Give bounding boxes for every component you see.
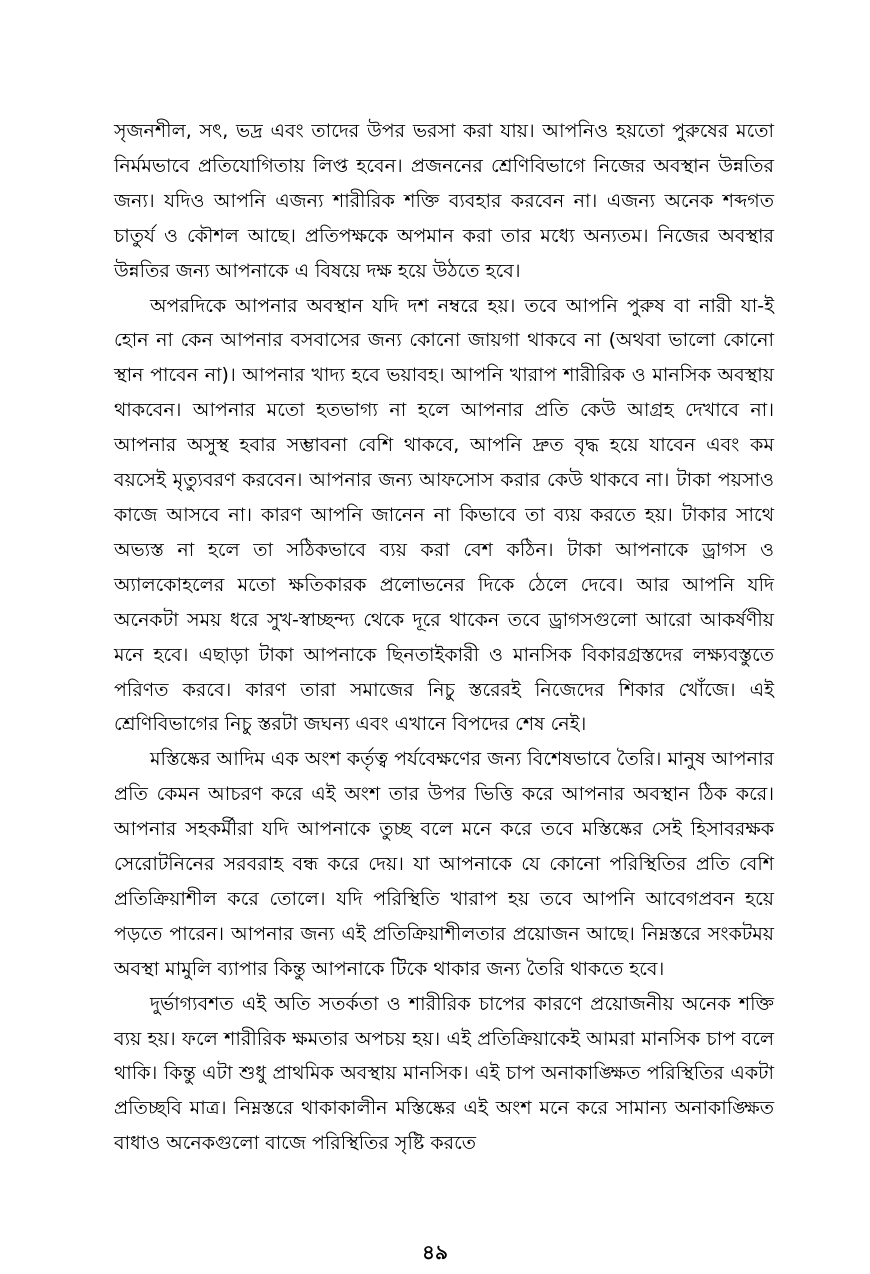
- body-text: [114, 114, 774, 1161]
- paragraph-stress: দুর্ভাগ্যবশত এই অতি সতর্কতা ও শারীরিক চাপের কারণে প্রয়োজনীয় অনেক শক্তি ব্যয় হয়। ফলে শারীরিক ক্ষমতার অপচয় হয়। এই প্রতিক্রিয়াকেই আমরা মানসিক চাপ বলে থাকি। কিন্তু এটা শুধু প্রাথমিক অবস্থায় মানসিক। এই চাপ অনাকাঙ্ক্ষিত পরিস্থিতির একটা প্রতিচ্ছবি মাত্র। নিম্নস্তরে থাকাকালীন মস্তিষ্কের এই অংশ মনে করে সামান্য অনাকাঙ্ক্ষিত বাধাও অনেকগুলো বাজে পরিস্থিতির সৃষ্টি করতে: [114, 992, 774, 1155]
- paragraph-rank-ten: অপরদিকে আপনার অবস্থান যদি দশ নম্বরে হয়। তবে আপনি পুরুষ বা নারী যা-ই হোন না কেন আপনার বসবাসের জন্য কোনো জায়গা থাকবে না (অথবা ভালো কোনো স্থান পাবেন না)। আপনার খাদ্য হবে ভয়াবহ। আপনি খারাপ শারীরিক ও মানসিক অবস্থায় থাকবেন। আপনার মতো হতভাগ্য না হলে আপনার প্রতি কেউ আগ্রহ দেখাবে না। আপনার অসুস্থ হবার সম্ভাবনা বেশি থাকবে, আপনি দ্রুত বৃদ্ধ হয়ে যাবেন এবং কম বয়সেই মৃত্যুবরণ করবেন। আপনার জন্য আফসোস করার কেউ থাকবে না। টাকা পয়সাও কাজে আসবে না। কারণ আপনি জানেন না কিভাবে তা ব্যয় করতে হয়। টাকার সাথে অভ্যস্ত না হলে তা সঠিকভাবে ব্যয় করা বেশ কঠিন। টাকা আপনাকে ড্রাগস ও অ্যালকোহলের মতো ক্ষতিকারক প্রলোভনের দিকে ঠেলে দেবে। আর আপনি যদি অনেকটা সময় ধরে সুখ-স্বাচ্ছন্দ্য থেকে দূরে থাকেন তবে ড্রাগসগুলো আরো আকর্ষণীয় মনে হবে। এছাড়া টাকা আপনাকে ছিনতাইকারী ও মানসিক বিকারগ্রস্তদের লক্ষ্যবস্তুতে পরিণত করবে। কারণ তারা সমাজের নিচু স্তরেরই নিজেদের শিকার খোঁজে। এই শ্রেণিবিভাগের নিচু স্তরটা জঘন্য এবং এখানে বিপদের শেষ নেই।: [114, 294, 774, 736]
- paragraph-brain-status: মস্তিষ্কের আদিম এক অংশ কর্তৃত্ব পর্যবেক্ষণের জন্য বিশেষভাবে তৈরি। মানুষ আপনার প্রতি কেমন আচরণ করে এই অংশ তার উপর ভিত্তি করে আপনার অবস্থান ঠিক করে। আপনার সহকর্মীরা যদি আপনাকে তুচ্ছ বলে মনে করে তবে মস্তিষ্কের সেই হিসাবরক্ষক সেরোটনিনের সরবরাহ বন্ধ করে দেয়। যা আপনাকে যে কোনো পরিস্থিতির প্রতি বেশি প্রতিক্রিয়াশীল করে তোলে। যদি পরিস্থিতি খারাপ হয় তবে আপনি আবেগপ্রবন হয়ে পড়তে পারেন। আপনার জন্য এই প্রতিক্রিয়াশীলতার প্রয়োজন আছে। নিম্নস্তরে সংকটময় অবস্থা মামুলি ব্যাপার কিন্তু আপনাকে টিকে থাকার জন্য তৈরি থাকতে হবে।: [114, 748, 774, 980]
- paragraph-continued: সৃজনশীল, সৎ, ভদ্র এবং তাদের উপর ভরসা করা যায়। আপনিও হয়তো পুরুষের মতো নির্মমভাবে প্রতিযোগিতায় লিপ্ত হবেন। প্রজননের শ্রেণিবিভাগে নিজের অবস্থান উন্নতির জন্য। যদিও আপনি এজন্য শারীরিক শক্তি ব্যবহার করবেন না। এজন্য অনেক শব্দগত চাতুর্য ও কৌশল আছে। প্রতিপক্ষকে অপমান করা তার মধ্যে অন্যতম। নিজের অবস্থার উন্নতির জন্য আপনাকে এ বিষয়ে দক্ষ হয়ে উঠতে হবে।: [114, 120, 774, 282]
- page-number: ৪৯: [422, 1240, 448, 1264]
